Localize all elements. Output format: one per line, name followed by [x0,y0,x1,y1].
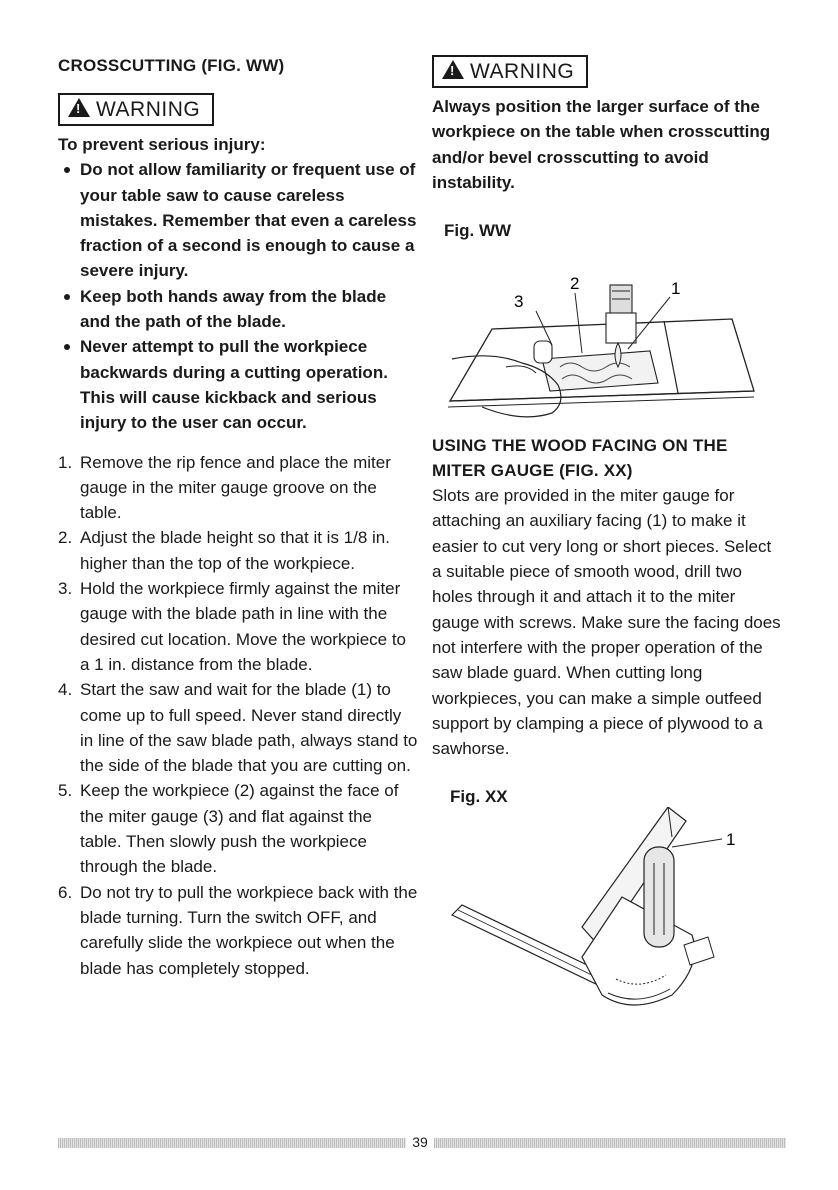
warning-intro: To prevent serious injury: [58,135,266,154]
warning-label: WARNING [470,60,575,83]
step-item [58,450,418,526]
warning-bullet: Never attempt to pull the workpiece backwards during a cutting operation. This will cause kickback and serious injury to the user can occur. [58,334,418,435]
step-number: 5. [58,781,73,801]
step-number: 2. [58,528,73,548]
step-item [58,576,418,677]
warning-instability-text: Always position the larger surface of the workpiece on the table when crosscutting and/or bevel crosscutting to avoid instability. [432,97,771,192]
fig-xx-illustration [432,807,782,1022]
warning-bullet: Keep both hands away from the blade and the path of the blade. [58,284,418,335]
warning-triangle-icon [68,98,90,117]
step-text: Remove the rip fence and place the miter gauge in the miter gauge groove on the table. [80,452,391,523]
warning-bullet-list [58,157,418,435]
crosscutting-heading: CROSSCUTTING (FIG. WW) [58,56,285,75]
fig-ww-callout-3: 3 [514,292,524,312]
warning-label: WARNING [96,98,201,121]
footer-bar-left [58,1138,406,1148]
fig-ww-illustration [432,241,782,421]
step-item [58,880,418,981]
step-number: 1. [58,452,73,472]
fig-ww-callout-2: 2 [570,274,580,294]
warning-triangle-icon [442,60,464,79]
footer-bar-right [434,1138,786,1148]
step-item [58,778,418,879]
warning-box-left [58,93,214,126]
right-column [432,55,782,1022]
fig-xx-label: Fig. XX [450,787,508,807]
step-item [58,525,418,576]
page-footer [58,1134,786,1150]
step-text: Adjust the blade height so that it is 1/8 in. higher than the top of the workpiece. [80,528,390,573]
step-text: Start the saw and wait for the blade (1) to come up to full speed. Never stand directly in line of the saw blade path, always stand to the side of the blade that you are cutting on. [80,680,418,776]
step-item [58,677,418,778]
step-number: 3. [58,579,73,599]
step-text: Hold the workpiece firmly against the miter gauge with the blade path in line with the desired cut location. Move the workpiece to a 1 in. distance from the blade. [80,579,407,674]
warning-box-right [432,55,588,88]
fig-ww-label: Fig. WW [444,221,512,241]
step-text: Keep the workpiece (2) against the face of the miter gauge (3) and flat against the table. Then slowly push the workpiece through the blade. [80,781,399,877]
left-column [58,55,418,981]
step-number: 4. [58,680,73,700]
fig-ww-callout-1: 1 [671,279,681,299]
crosscut-steps-list [58,450,418,981]
wood-facing-text: Slots are provided in the miter gauge for attaching an auxiliary facing (1) to make it easier to cut very long or short pieces. Select a suitable piece of smooth wood, drill two holes through it and attach it to the miter gauge with screws. Make sure the facing does not interfere with the proper operation of the saw blade guard. When cutting long workpieces, you can make a simple outfeed support by clamping a piece of plywood to a sawhorse. [432,486,781,759]
fig-xx-callout-1: 1 [726,830,736,850]
step-text: Do not try to pull the workpiece back with the blade turning. Turn the switch OFF, and carefully slide the workpiece out when the blade has completely stopped. [80,882,418,978]
wood-facing-heading: USING THE WOOD FACING ON THE MITER GAUGE (FIG. XX) [432,436,728,481]
page-number: 39 [412,1134,428,1150]
step-number: 6. [58,882,73,902]
warning-bullet: Do not allow familiarity or frequent use of your table saw to cause careless mistakes. Remember that even a careless fraction of a second is enough to cause a severe injury. [58,157,418,283]
